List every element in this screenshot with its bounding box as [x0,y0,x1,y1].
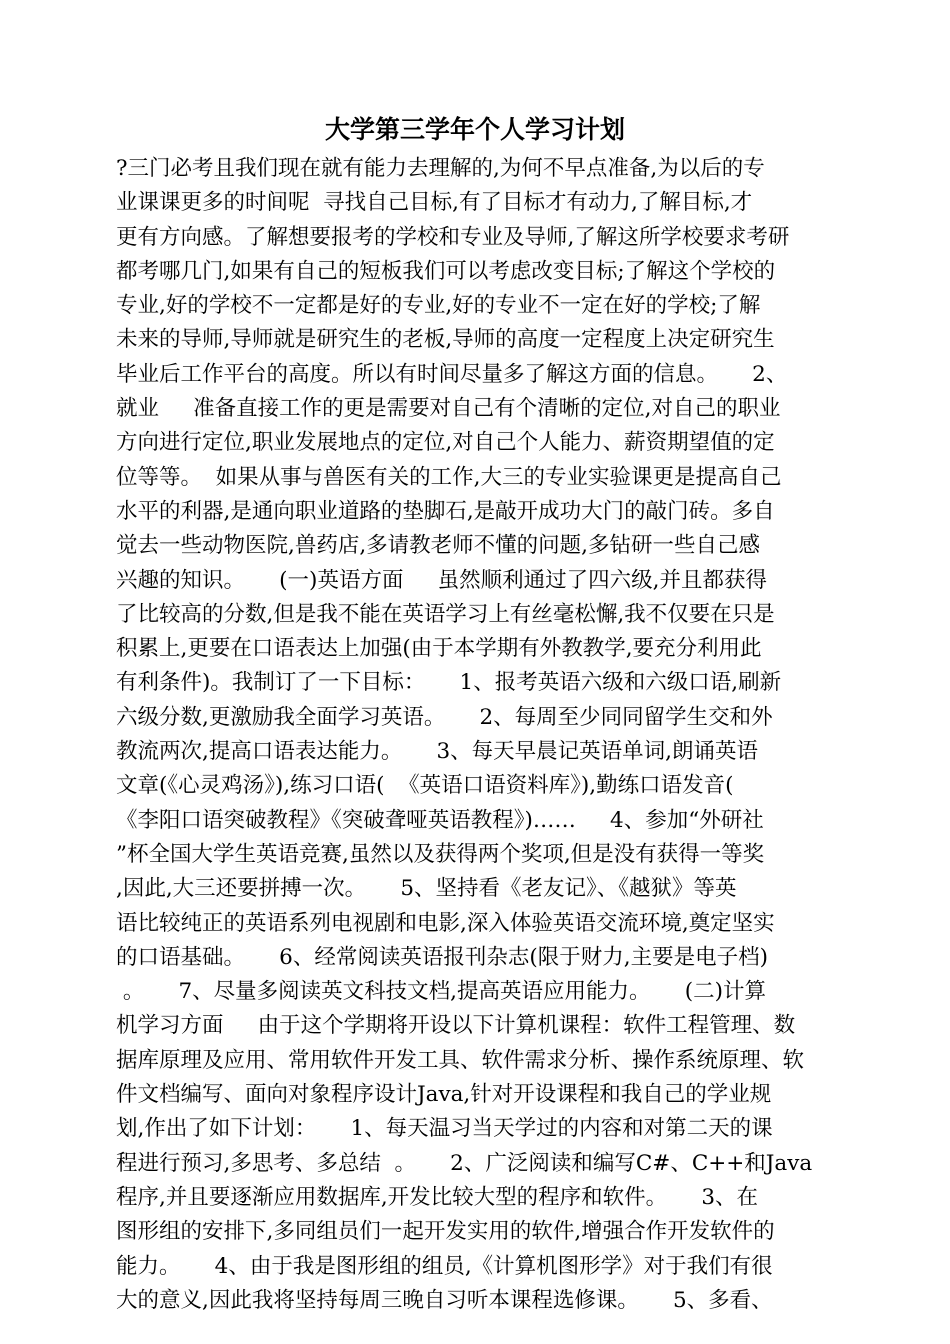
text-line: 程序,并且要逐渐应用数据库,开发比较大型的程序和软件。 3、在 [116,1184,759,1210]
text-line: 专业,好的学校不一定都是好的专业,好的专业不一定在好的学校;了解 [116,293,761,319]
text-line: 就业 准备直接工作的更是需要对自己有个清晰的定位,对自己的职业 [116,396,781,422]
text-line: 六级分数,更激励我全面学习英语。 2、每周至少同同留学生交和外 [116,704,773,730]
text-line: 位等等。 如果从事与兽医有关的工作,大三的专业实验课更是提高自己 [116,464,782,490]
text-line: 了比较高的分数,但是我不能在英语学习上有丝毫松懈,我不仅要在只是 [116,601,775,627]
text-line: 未来的导师,导师就是研究生的老板,导师的高度一定程度上决定研究生 [116,327,775,353]
text-line: 大的意义,因此我将坚持每周三晚自习听本课程选修课。 5、多看、 [116,1287,773,1313]
text-line: 觉去一些动物医院,兽药店,多请教老师不懂的问题,多钻研一些自己感 [116,533,761,559]
text-line: 教流两次,提高口语表达能力。 3、每天早晨记英语单词,朗诵英语 [116,739,759,765]
text-line: ,因此,大三还要拼搏一次。 5、坚持看《老友记》、《越狱》等英 [116,876,737,902]
text-line: 机学习方面 由于这个学期将开设以下计算机课程：软件工程管理、数 [116,1013,796,1039]
text-line: 水平的利器,是通向职业道路的垫脚石,是敲开成功大门的敲门砖。多自 [116,498,775,524]
text-line: 据库原理及应用、常用软件开发工具、软件需求分析、操作系统原理、软 [116,1047,805,1073]
text-line: 都考哪几门,如果有自己的短板我们可以考虑改变目标;了解这个学校的 [116,258,776,284]
text-line: 积累上,更要在口语表达上加强(由于本学期有外教教学,要充分利用此 [116,636,762,662]
text-line: 业课课更多的时间呢 寻找自己目标,有了目标才有动力,了解目标,才 [116,190,753,216]
text-line: 的口语基础。 6、经常阅读英语报刊杂志(限于财力,主要是电子档) [116,944,768,970]
text-line: 更有方向感。了解想要报考的学校和专业及导师,了解这所学校要求考研 [116,224,790,250]
text-line: 程进行预习,多思考、多总结 。 2、广泛阅读和编写C#、C++和Java [116,1150,813,1176]
document-body [116,152,836,1318]
text-line: 兴趣的知识。 (一)英语方面 虽然顺利通过了四六级,并且都获得 [116,567,767,593]
text-line: 件文档编写、面向对象程序设计Java,针对开设课程和我自己的学业规 [116,1082,772,1108]
document-title: 大学第三学年个人学习计划 [324,115,625,144]
text-line: 语比较纯正的英语系列电视剧和电影,深入体验英语交流环境,奠定坚实 [116,910,775,936]
text-line: 方向进行定位,职业发展地点的定位,对自己个人能力、薪资期望值的定 [116,430,775,456]
text-line: ?三门必考且我们现在就有能力去理解的,为何不早点准备,为以后的专 [116,156,765,181]
text-line: 图形组的安排下,多同组员们一起开发实用的软件,增强合作开发软件的 [116,1219,775,1245]
text-line: 《李阳口语突破教程》《突破聋哑英语教程》)…… 4、参加“外研社 [116,807,764,833]
text-line: 毕业后工作平台的高度。所以有时间尽量多了解这方面的信息。 2、 [116,361,788,387]
text-line: 能力。 4、由于我是图形组的组员,《计算机图形学》对于我们有很 [116,1253,773,1279]
text-line: ”杯全国大学生英语竞赛,虽然以及获得两个奖项,但是没有获得一等奖 [116,841,765,867]
text-line: 。 7、尽量多阅读英文科技文档,提高英语应用能力。 (二)计算 [116,979,766,1005]
text-line: 有利条件)。我制订了一下目标： 1、报考英语六级和六级口语,刷新 [116,670,782,696]
text-line: 划,作出了如下计划： 1、每天温习当天学过的内容和对第二天的课 [116,1116,773,1142]
text-line: 文章(《心灵鸡汤》),练习口语( 《英语口语资料库》),勤练口语发音( [116,773,734,799]
